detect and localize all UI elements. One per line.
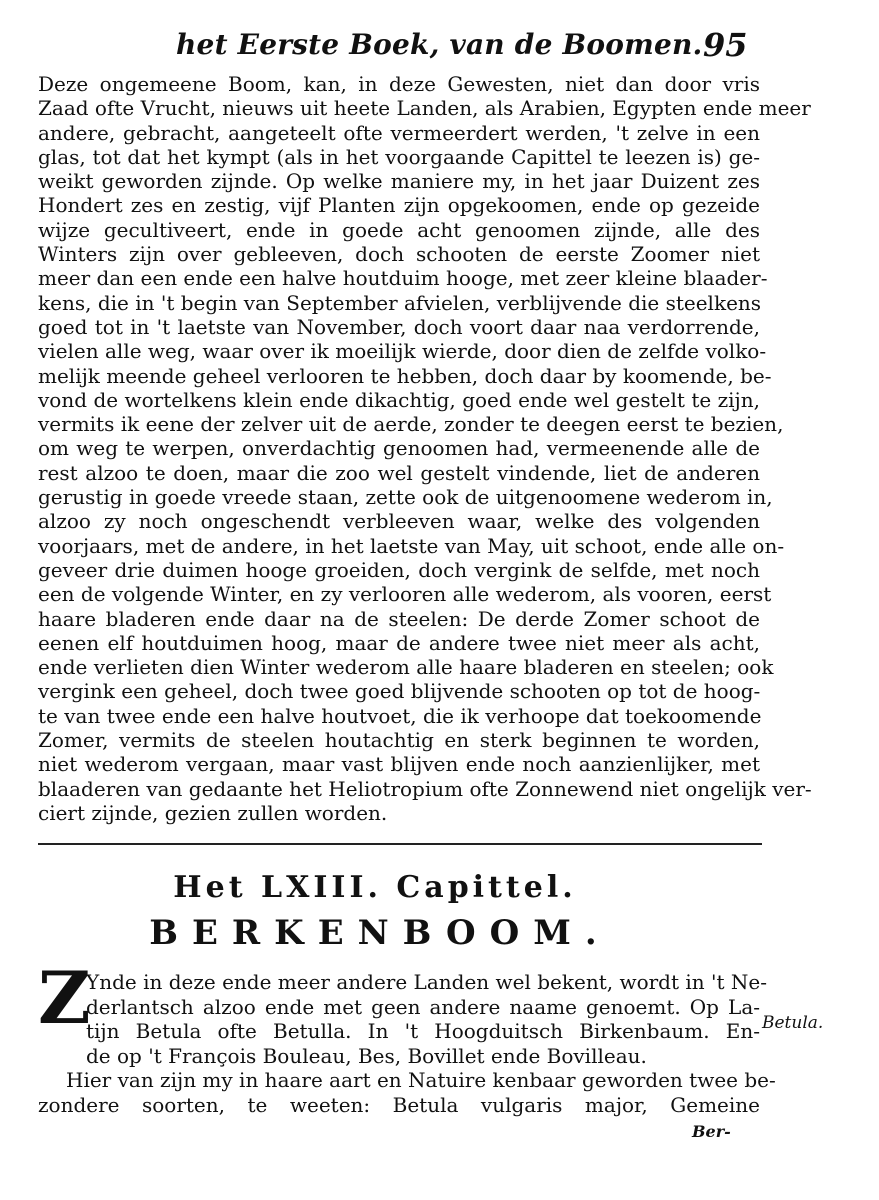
text-line: Winters zijn over gebleeven, doch schooten de eerste Zoomer niet (38, 242, 760, 267)
text-line: ende verlieten dien Winter wederom alle haare bladeren en steelen; ook (38, 655, 774, 680)
text-line: tijn Betula ofte Betulla. In 't Hoogduitsch Birkenbaum. En- (86, 1019, 760, 1043)
chapter-62-text (38, 72, 812, 825)
text-line: derlantsch alzoo ende met geen andere naame genoemt. Op La- (86, 994, 760, 1019)
text-line: gerustig in goede vreede staan, zette ook de uitgenoomene wederom in, (38, 485, 773, 510)
text-line: goed tot in 't laetste van November, doch voort daar naa verdorrende, (38, 314, 760, 339)
text-line: om weg te werpen, onverdachtig genoomen had, vermeenende alle de (38, 436, 760, 461)
text-line: Ynde in deze ende meer andere Landen wel bekent, wordt in 't Ne- (86, 970, 767, 994)
chapter-63-text (38, 970, 776, 1117)
text-line: meer dan een ende een halve houtduim hooge, met zeer kleine blaader- (38, 266, 768, 291)
text-line: vermits ik eene der zelver uit de aerde, zonder te deegen eerst te bezien, (38, 412, 784, 437)
text-line: geveer drie duimen hooge groeiden, doch vergink de selfde, met noch (38, 557, 760, 582)
catchword: Ber- (692, 1122, 731, 1141)
text-line: melijk meende geheel verlooren te hebben, doch daar by koomende, be- (38, 363, 772, 388)
text-line: Deze ongemeene Boom, kan, in deze Gewesten, niet dan door vris (38, 72, 760, 96)
text-line: Zomer, vermits de steelen houtachtig en sterk beginnen te worden, (38, 728, 760, 753)
running-title: het Eerste Boek, van de Boomen. (176, 28, 703, 61)
chapter-label: Het LXIII. Capittel. (173, 870, 577, 905)
text-line: niet wederom vergaan, maar vast blijven ende noch aanzienlijker, met (38, 752, 760, 777)
text-line: Hier van zijn my in haare aart en Natuire kenbaar geworden twee be- (66, 1068, 776, 1092)
text-line: andere, gebracht, aangeteelt ofte vermeerdert werden, 't zelve in een (38, 120, 760, 145)
drop-cap: Z (38, 955, 91, 1040)
page-number: 95 (703, 26, 748, 64)
text-line: voorjaars, met de andere, in het laetste van May, uit schoot, ende alle on- (38, 533, 785, 558)
margin-note: Betula. (762, 1013, 824, 1033)
text-line: haare bladeren ende daar na de steelen: De derde Zomer schoot de (38, 606, 760, 631)
text-line: weikt geworden zijnde. Op welke maniere my, in het jaar Duizent zes (38, 169, 760, 194)
text-line: vond de wortelkens klein ende dikachtig, goed ende wel gestelt te zijn, (38, 387, 760, 412)
text-line: kens, die in 't begin van September afvielen, verblijvende die steelkens (38, 290, 762, 315)
text-line: Zaad ofte Vrucht, nieuws uit heete Landen, als Arabien, Egypten ende meer (38, 96, 811, 121)
text-line: rest alzoo te doen, maar die zoo wel gestelt vindende, liet de anderen (38, 460, 760, 485)
text-line: alzoo zy noch ongeschendt verbleeven waar, welke des volgenden (38, 509, 760, 534)
chapter-title: BERKENBOOM. (149, 913, 611, 953)
text-line: de op 't François Bouleau, Bes, Bovillet ende Bovilleau. (86, 1043, 647, 1068)
text-line: ciert zijnde, gezien zullen worden. (38, 800, 388, 825)
text-line: een de volgende Winter, en zy verlooren alle wederom, als vooren, eerst (38, 582, 772, 607)
text-line: glas, tot dat het kympt (als in het voorgaande Capittel te leezen is) ge- (38, 144, 760, 169)
text-line: Hondert zes en zestig, vijf Planten zijn opgekoomen, ende op gezeide (38, 193, 760, 218)
text-line: vergink een geheel, doch twee goed blijvende schooten op tot de hoog- (38, 679, 761, 704)
text-line: zondere soorten, te weeten: Betula vulgaris major, Gemeine (38, 1092, 760, 1117)
text-line: blaaderen van gedaante het Heliotropium ofte Zonnewend niet ongelijk ver- (38, 776, 812, 801)
text-line: wijze gecultiveert, ende in goede acht genoomen zijnde, alle des (38, 217, 760, 242)
text-line: te van twee ende een halve houtvoet, die ik verhoope dat toekoomende (38, 703, 762, 728)
section-divider (38, 843, 762, 845)
running-head (0, 24, 879, 68)
text-line: vielen alle weg, waar over ik moeilijk wierde, door dien de zelfde volko- (38, 339, 767, 364)
text-line: eenen elf houtduimen hoog, maar de andere twee niet meer als acht, (38, 630, 760, 655)
